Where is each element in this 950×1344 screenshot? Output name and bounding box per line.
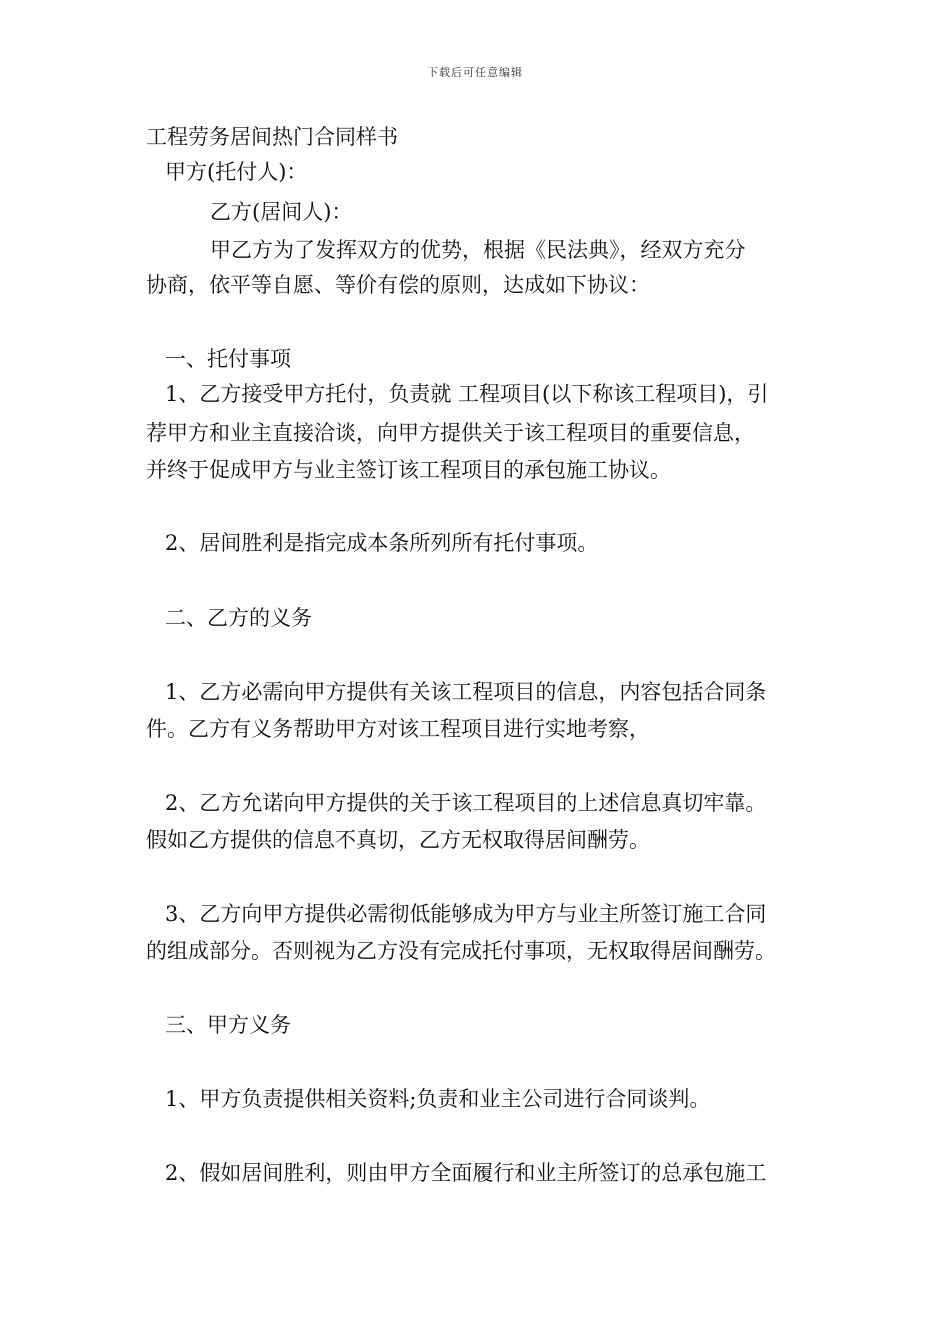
clause-line: 1、乙方接受甲方托付，负责就 工程项目(以下称该工程项目)，引	[165, 382, 769, 406]
clause-line: 荐甲方和业主直接洽谈，向甲方提供关于该工程项目的重要信息，	[146, 421, 755, 445]
page-header-note: 下载后可任意编辑	[427, 66, 523, 79]
clause-line: 并终于促成甲方与业主签订该工程项目的承包施工协议。	[146, 458, 671, 482]
section-heading: 三、甲方义务	[165, 1013, 291, 1037]
clause-line: 2、乙方允诺向甲方提供的关于该工程项目的上述信息真切牢靠。	[165, 791, 767, 815]
section-heading: 一、托付事项	[165, 347, 291, 371]
intro-paragraph-line: 甲乙方为了发挥双方的优势，根据《民法典》，经双方充分	[210, 238, 746, 262]
clause-line: 假如乙方提供的信息不真切，乙方无权取得居间酬劳。	[146, 828, 650, 852]
intro-paragraph-line: 协商，依平等自愿、等价有偿的原则，达成如下协议：	[146, 273, 650, 297]
clause-line: 3、乙方向甲方提供必需彻低能够成为甲方与业主所签订施工合同	[165, 902, 767, 926]
clause-line: 1、乙方必需向甲方提供有关该工程项目的信息，内容包括合同条	[165, 680, 767, 704]
party-b-line: 乙方(居间人)：	[210, 200, 353, 224]
clause-line: 2、居间胜利是指完成本条所列所有托付事项。	[165, 531, 599, 555]
party-a-line: 甲方(托付人)：	[165, 160, 308, 184]
clause-line: 2、假如居间胜利，则由甲方全面履行和业主所签订的总承包施工	[165, 1161, 767, 1185]
clause-line: 1、甲方负责提供相关资料;负责和业主公司进行合同谈判。	[165, 1087, 711, 1111]
section-heading: 二、乙方的义务	[165, 606, 312, 630]
clause-line: 件。乙方有义务帮助甲方对该工程项目进行实地考察，	[146, 717, 650, 741]
document-title: 工程劳务居间热门合同样书	[146, 125, 398, 149]
clause-line: 的组成部分。否则视为乙方没有完成托付事项，无权取得居间酬劳。	[146, 939, 776, 963]
